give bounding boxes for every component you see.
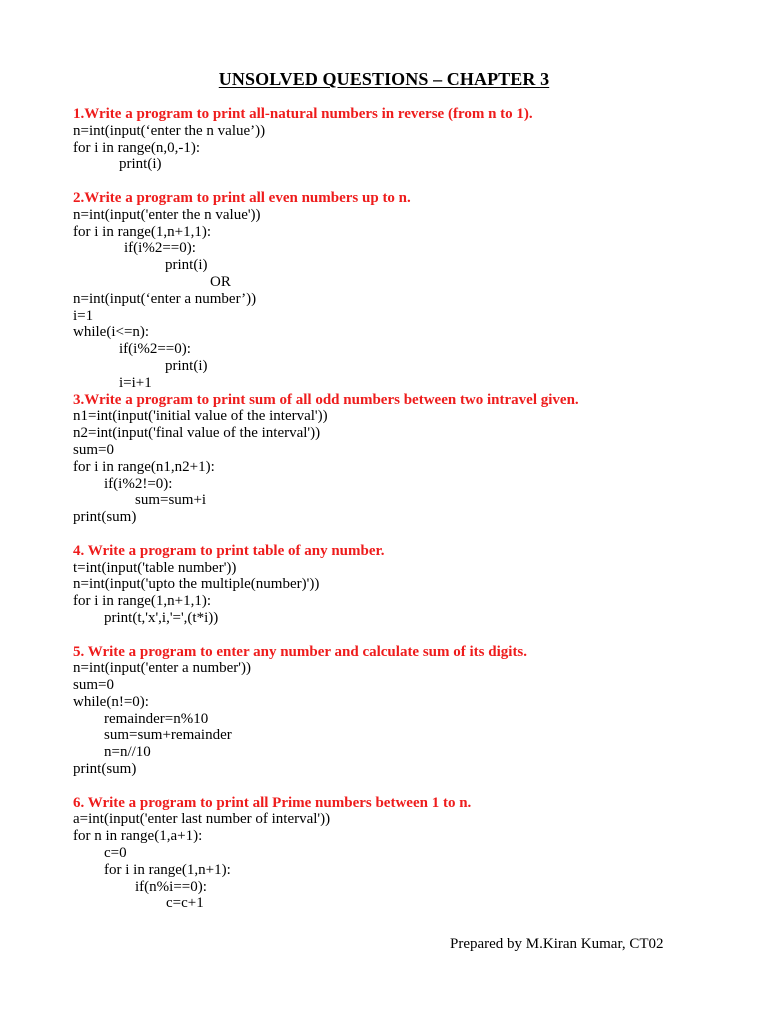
page-title: UNSOLVED QUESTIONS – CHAPTER 3: [218, 69, 550, 89]
spacer: [73, 778, 733, 795]
code-line: for i in range(n1,n2+1):: [73, 458, 215, 475]
code-line: n2=int(input('final value of the interval')): [73, 425, 321, 442]
code-line: remainder=n%10: [104, 710, 209, 727]
or-separator: OR: [210, 273, 231, 290]
code-line: n=int(input(‘enter the n value’)): [73, 122, 266, 139]
question-1-heading: 1.Write a program to print all-natural numbers in reverse (from n to 1).: [73, 106, 533, 122]
questions-body: [73, 106, 733, 912]
code-line: n=int(input('enter a number')): [73, 660, 251, 677]
spacer: [73, 627, 733, 644]
code-line: t=int(input('table number')): [73, 559, 237, 576]
code-line: sum=0: [73, 441, 114, 458]
code-line: print(sum): [73, 509, 137, 526]
code-line: i=i+1: [119, 374, 152, 391]
code-line: n=int(input(‘enter a number’)): [73, 290, 257, 307]
code-line: while(i<=n):: [73, 324, 150, 341]
code-line: print(i): [119, 156, 162, 173]
code-line: if(n%i==0):: [135, 878, 207, 895]
code-line: print(i): [165, 357, 208, 374]
code-line: print(i): [165, 257, 208, 274]
code-line: n1=int(input('initial value of the interval')): [73, 408, 328, 425]
code-line: print(sum): [73, 761, 137, 778]
code-line: for i in range(1,n+1,1):: [73, 593, 212, 610]
question-6-heading: 6. Write a program to print all Prime numbers between 1 to n.: [73, 794, 472, 811]
code-line: sum=0: [73, 677, 114, 694]
code-line: if(i%2==0):: [119, 341, 191, 358]
code-line: c=c+1: [166, 895, 204, 912]
question-3-heading: 3.Write a program to print sum of all odd numbers between two intravel given.: [73, 391, 579, 408]
question-5-heading: 5. Write a program to enter any number and calculate sum of its digits.: [73, 643, 528, 660]
code-line: for i in range(1,n+1):: [104, 861, 231, 878]
code-line: if(i%2!=0):: [104, 475, 173, 492]
code-line: print(t,'x',i,'=',(t*i)): [104, 609, 219, 626]
spacer: [73, 526, 733, 543]
code-line: for i in range(n,0,-1):: [73, 139, 201, 156]
code-line: n=int(input('enter the n value')): [73, 206, 261, 223]
page-footer: Prepared by M.Kiran Kumar, CT02: [450, 936, 664, 952]
code-line: for n in range(1,a+1):: [73, 828, 203, 845]
code-line: c=0: [104, 845, 127, 862]
code-line: n=int(input('upto the multiple(number)')): [73, 576, 320, 593]
code-line: a=int(input('enter last number of interval')): [73, 811, 331, 828]
code-line: while(n!=0):: [73, 693, 149, 710]
code-line: sum=sum+i: [135, 492, 207, 509]
code-line: for i in range(1,n+1,1):: [73, 223, 212, 240]
question-4-heading: 4. Write a program to print table of any number.: [73, 542, 385, 559]
code-line: sum=sum+remainder: [104, 727, 232, 744]
code-line: if(i%2==0):: [124, 240, 196, 257]
question-2-heading: 2.Write a program to print all even numbers up to n.: [73, 189, 411, 206]
code-line: i=1: [73, 307, 94, 324]
code-line: n=n//10: [104, 744, 151, 761]
spacer: [73, 173, 733, 190]
